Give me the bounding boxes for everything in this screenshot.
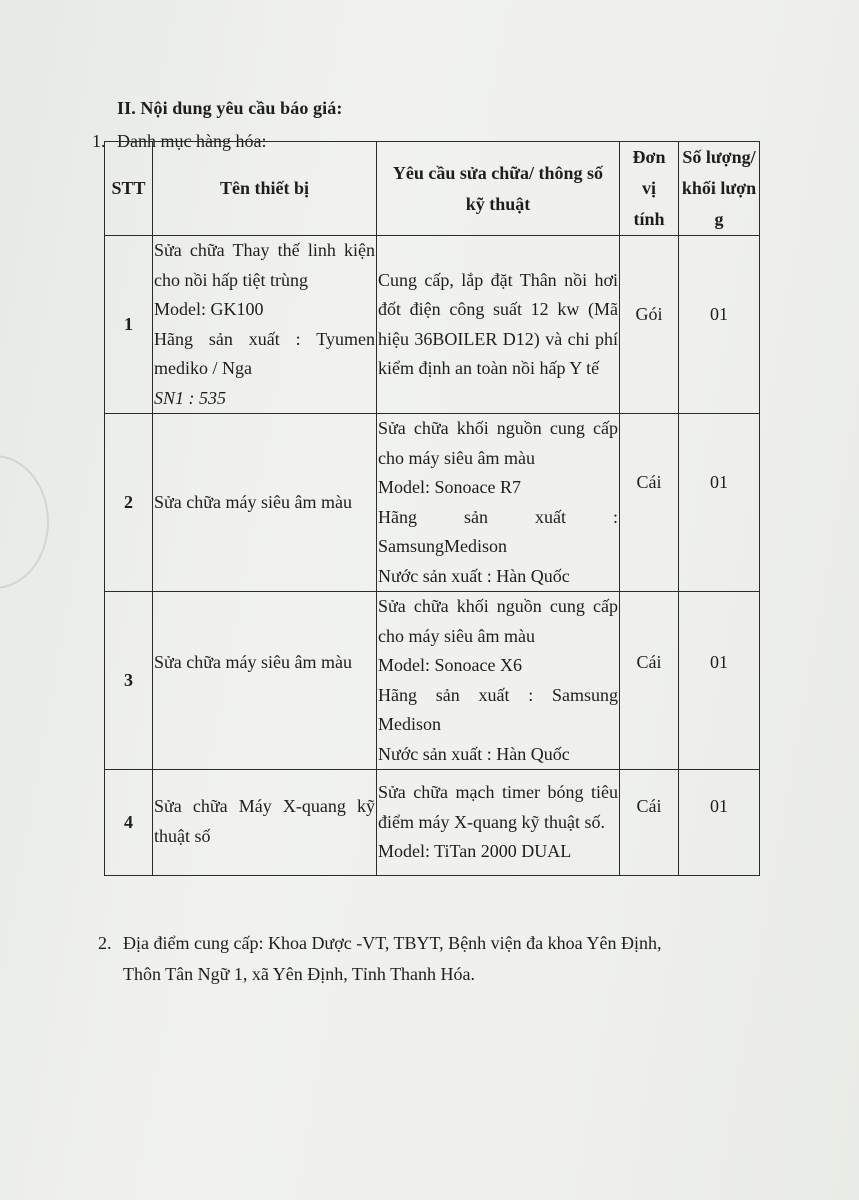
table-row bbox=[105, 414, 760, 592]
table-row bbox=[105, 236, 760, 414]
list-number: 2. bbox=[98, 933, 112, 953]
cell-stt: 4 bbox=[105, 770, 153, 876]
name-line: Sửa chữa Thay thế linh kiện cho nồi hấp tiệt trùng bbox=[154, 240, 375, 290]
section-title: II. Nội dung yêu cầu báo giá: bbox=[117, 98, 343, 118]
header-quantity: Số lượng/khối lượng bbox=[679, 142, 760, 236]
name-line: Hãng sản xuất : Tyumen mediko / Nga bbox=[154, 328, 375, 378]
table-row bbox=[105, 770, 760, 876]
req-line: Hãng sản xuất : SamsungMedison bbox=[378, 506, 618, 556]
req-line: Hãng sản xuất : Samsung Medison bbox=[378, 684, 618, 734]
req-line: Model: TiTan 2000 DUAL bbox=[378, 841, 572, 862]
cell-stt: 2 bbox=[105, 414, 153, 592]
req-line: Nước sản xuất : Hàn Quốc bbox=[378, 565, 570, 586]
header-unit: Đơn vị tính bbox=[620, 142, 679, 236]
cell-unit: Gói bbox=[620, 236, 679, 414]
serial-number: SN1 : 535 bbox=[154, 387, 226, 408]
name-line: Sửa chữa máy siêu âm màu bbox=[154, 491, 352, 512]
cell-quantity: 01 bbox=[679, 236, 760, 414]
cell-requirement bbox=[377, 414, 620, 592]
table-header-row bbox=[105, 142, 760, 236]
req-line: Cung cấp, lắp đặt Thân nồi hơi đốt điện công suất 12 kw (Mã hiệu 36BOILER D12) và chi phí kiểm định an toàn nồi hấp Y tế bbox=[378, 269, 618, 378]
cell-quantity: 01 bbox=[679, 414, 760, 592]
delivery-location-line-2: Thôn Tân Ngữ 1, xã Yên Định, Tỉnh Thanh Hóa. bbox=[123, 964, 476, 984]
header-name: Tên thiết bị bbox=[153, 142, 377, 236]
table-row bbox=[105, 592, 760, 770]
list-number: 1. bbox=[92, 131, 106, 151]
header-requirement: Yêu cầu sửa chữa/ thông số kỹ thuật bbox=[377, 142, 620, 236]
req-line: Sửa chữa khối nguồn cung cấp cho máy siêu âm màu bbox=[378, 418, 618, 468]
req-line: Sửa chữa mạch timer bóng tiêu điểm máy X-quang kỹ thuật số. bbox=[378, 782, 618, 832]
cell-quantity: 01 bbox=[679, 592, 760, 770]
list-label: Danh mục hàng hóa: bbox=[117, 131, 267, 151]
cell-unit: Cái bbox=[620, 414, 679, 592]
name-line: Model: GK100 bbox=[154, 299, 264, 319]
req-line: Nước sản xuất : Hàn Quốc bbox=[378, 743, 570, 764]
cell-unit: Cái bbox=[620, 592, 679, 770]
cell-name bbox=[153, 236, 377, 414]
cell-stt: 3 bbox=[105, 592, 153, 770]
name-line: Sửa chữa máy siêu âm màu bbox=[154, 652, 352, 672]
cell-quantity: 01 bbox=[679, 770, 760, 876]
req-line: Sửa chữa khối nguồn cung cấp cho máy siêu âm màu bbox=[378, 596, 618, 646]
cell-requirement bbox=[377, 236, 620, 414]
name-line: Sửa chữa Máy X-quang kỹ thuật số bbox=[154, 796, 375, 846]
list-item-delivery-location bbox=[98, 928, 738, 990]
req-line: Model: Sonoace X6 bbox=[378, 655, 522, 675]
faded-stamp bbox=[0, 455, 49, 589]
cell-name bbox=[153, 414, 377, 592]
goods-table bbox=[104, 141, 760, 876]
cell-unit: Cái bbox=[620, 770, 679, 876]
cell-name bbox=[153, 592, 377, 770]
cell-requirement bbox=[377, 592, 620, 770]
req-line: Model: Sonoace R7 bbox=[378, 477, 521, 497]
header-stt: STT bbox=[105, 142, 153, 236]
delivery-location-line-1: Địa điểm cung cấp: Khoa Dược -VT, TBYT, Bệnh viện đa khoa Yên Định, bbox=[123, 933, 662, 953]
cell-stt: 1 bbox=[105, 236, 153, 414]
cell-requirement bbox=[377, 770, 620, 876]
cell-name bbox=[153, 770, 377, 876]
